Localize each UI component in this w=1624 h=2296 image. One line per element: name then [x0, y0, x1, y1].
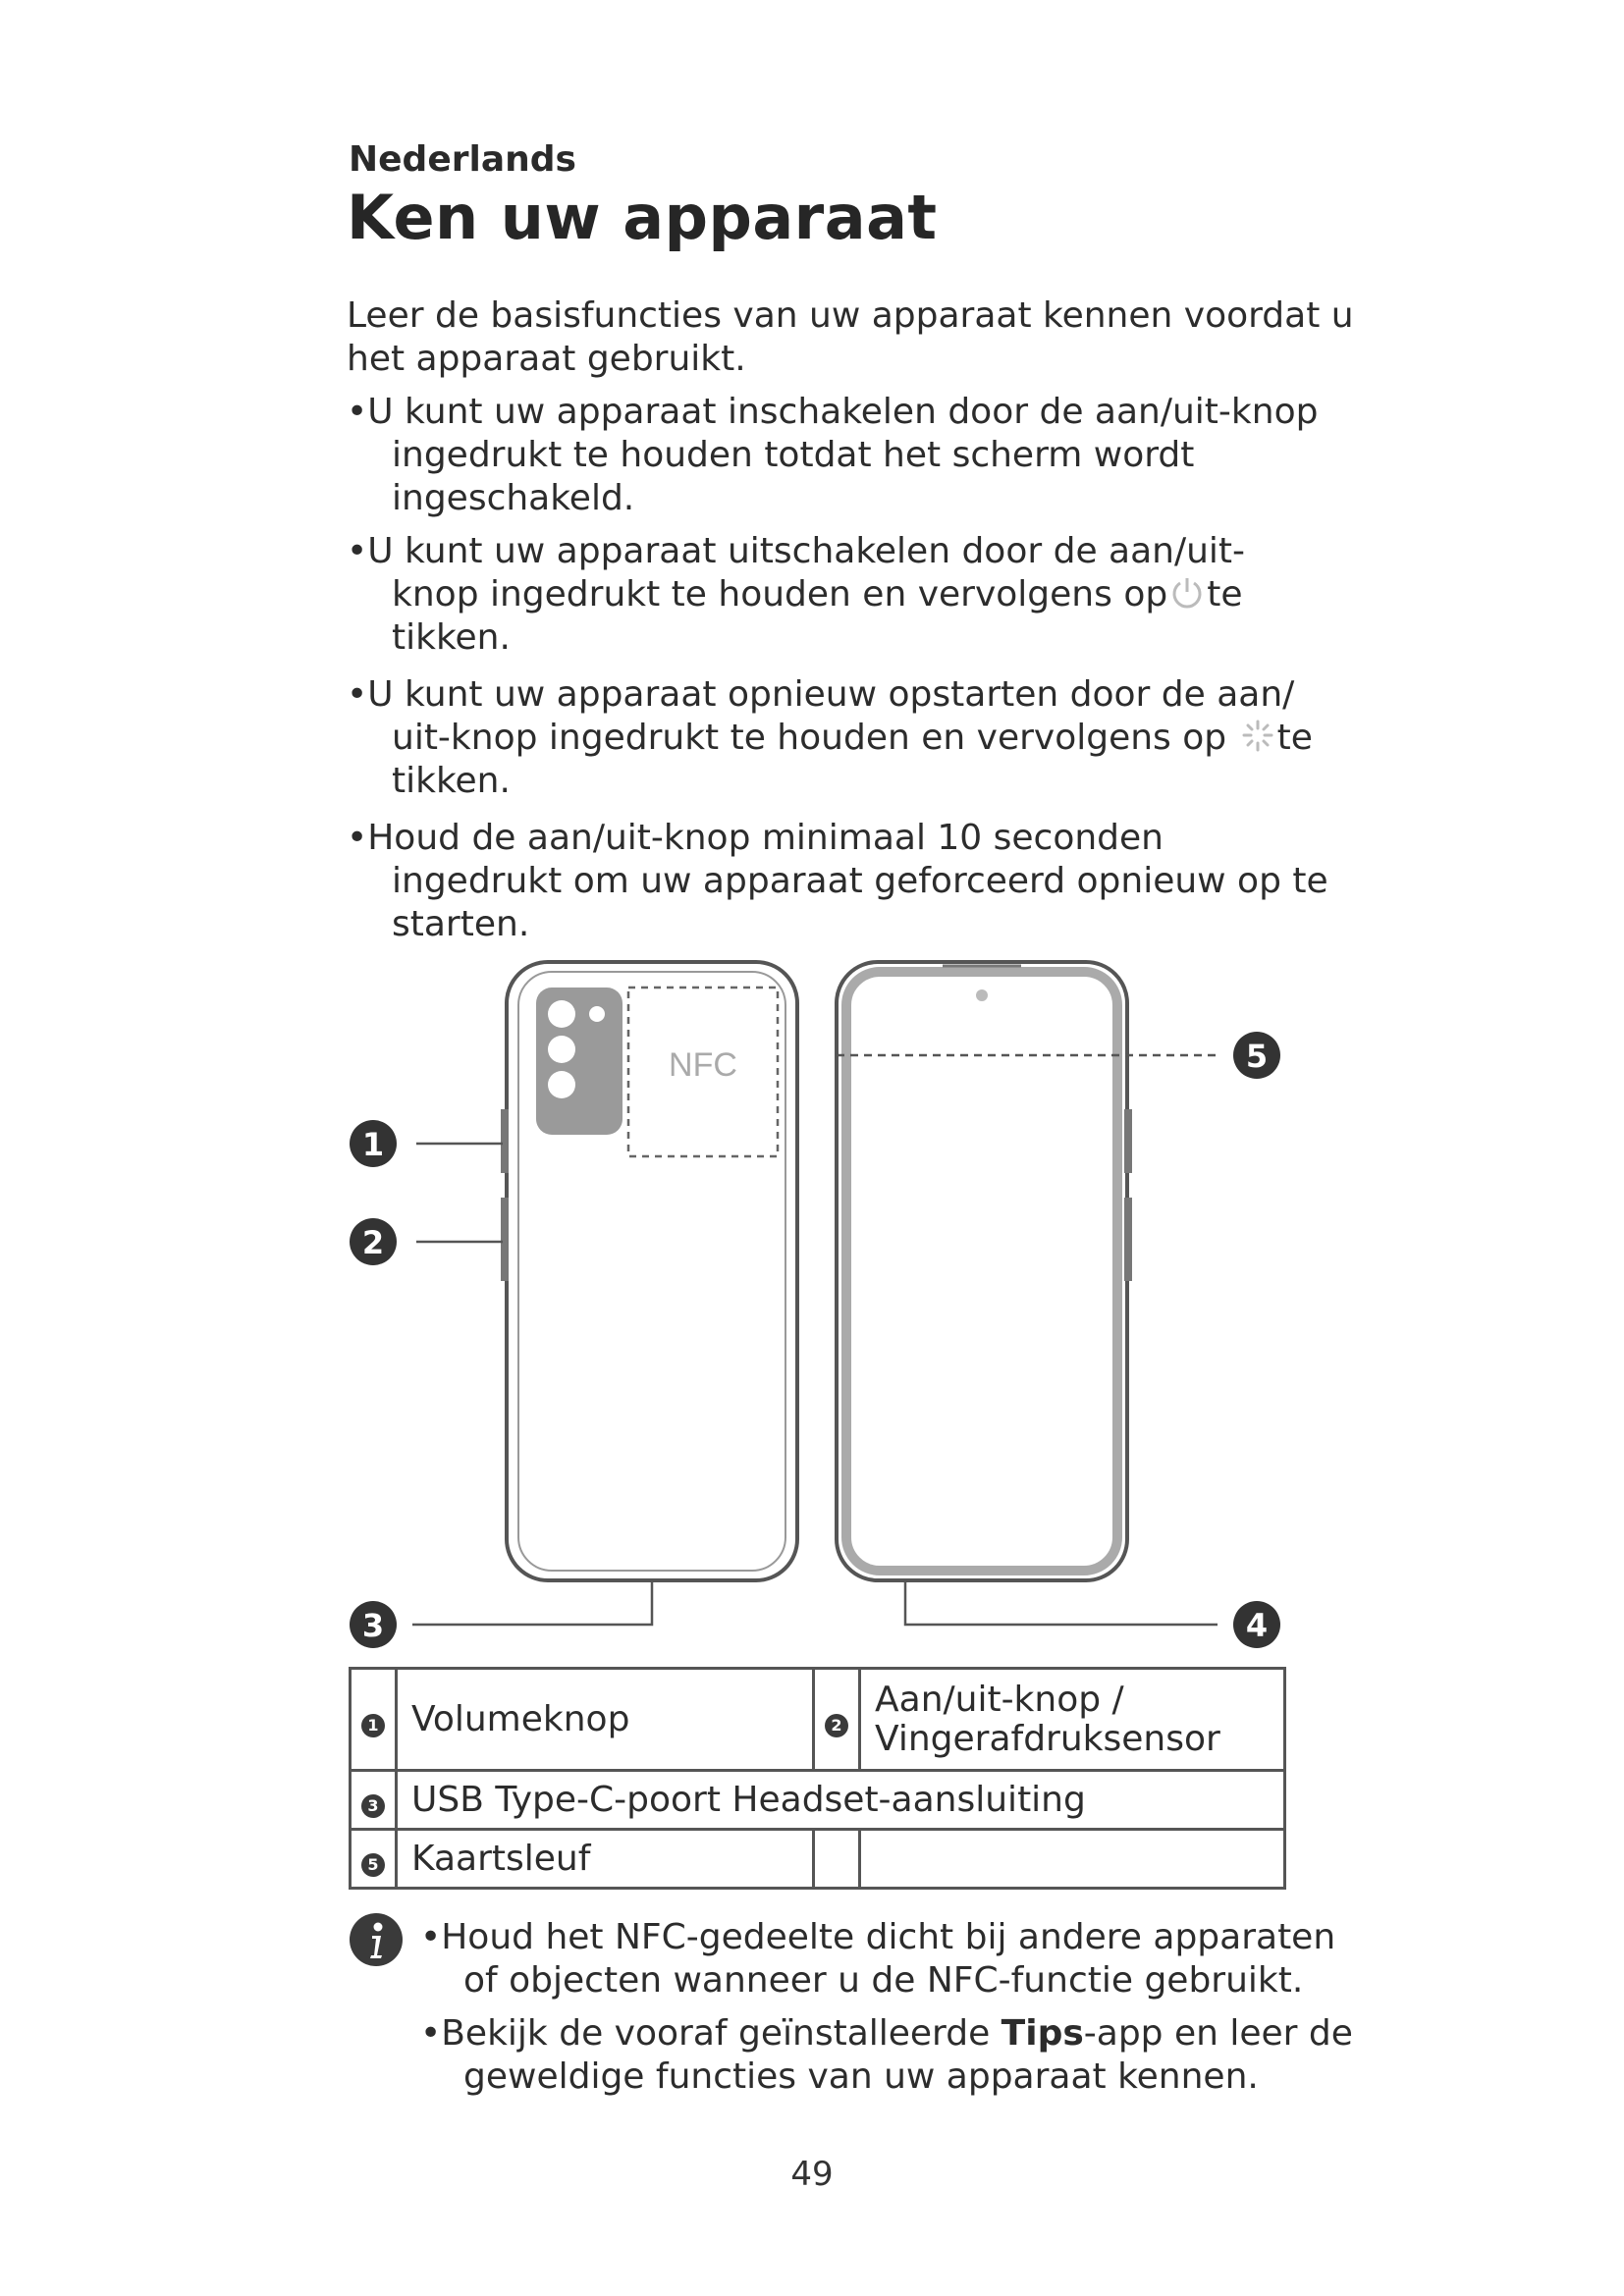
callout-2	[350, 1218, 397, 1265]
bullet-force-restart: •Houd de aan/uit-knop minimaal 10 seconden ingedrukt om uw apparaat geforceerd opnieuw op te starten.	[347, 818, 1328, 944]
table-row	[351, 1669, 1285, 1771]
table-cell: Kaartsleuf	[397, 1830, 814, 1889]
restart-icon	[1238, 718, 1277, 755]
phone-back	[412, 962, 797, 1625]
intro-text: Leer de basisfuncties van uw apparaat kennen voordat u het apparaat gebruikt.	[347, 295, 1354, 379]
info-icon	[349, 1912, 404, 1967]
table-cell: USB Type-C-poort Headset-aansluiting	[397, 1771, 1285, 1830]
table-number: 3	[361, 1794, 385, 1818]
language-label: Nederlands	[349, 139, 576, 180]
svg-text:2: 2	[361, 1224, 385, 1261]
note-nfc: •Houd het NFC-gedeelte dicht bij andere apparaten of objecten wanneer u de NFC-functie gebruikt.	[420, 1917, 1336, 2001]
table-row	[351, 1830, 1285, 1889]
page-title: Ken uw apparaat	[347, 182, 938, 253]
svg-text:1: 1	[361, 1126, 385, 1163]
power-icon	[1167, 574, 1207, 612]
table-number: 5	[361, 1853, 385, 1877]
table-cell: Aan/uit-knop / Vingerafdruksensor	[860, 1669, 1285, 1771]
device-diagram	[334, 942, 1306, 1649]
table-cell: Volumeknop	[397, 1669, 814, 1771]
parts-table	[349, 1667, 1286, 1890]
callout-5	[1233, 1032, 1280, 1079]
table-number: 2	[825, 1714, 848, 1737]
table-row	[351, 1771, 1285, 1830]
table-number: 1	[361, 1714, 385, 1737]
callout-1	[350, 1120, 397, 1167]
bullet-power-on: •U kunt uw apparaat inschakelen door de aan/uit-knop ingedrukt te houden totdat het scherm wordt ingeschakeld.	[347, 392, 1319, 518]
tips-app-name: Tips	[1001, 2013, 1084, 2054]
page-number: 49	[790, 2155, 834, 2194]
note-tips: •Bekijk de vooraf geïnstalleerde Tips-app en leer de geweldige functies van uw apparaat kennen.	[420, 2013, 1353, 2097]
bullet-restart: •U kunt uw apparaat opnieuw opstarten door de aan/ uit-knop ingedrukt te houden en vervolgens op te tikken.	[347, 674, 1313, 801]
callout-3	[350, 1601, 397, 1648]
svg-text:4: 4	[1245, 1607, 1269, 1644]
callout-4	[1233, 1601, 1280, 1648]
nfc-label: NFC	[669, 1046, 737, 1084]
phone-front	[837, 962, 1218, 1625]
bullet-power-off: •U kunt uw apparaat uitschakelen door de aan/uit- knop ingedrukt te houden en vervolgens op te tikken.	[347, 531, 1246, 658]
svg-text:3: 3	[361, 1607, 385, 1644]
svg-text:5: 5	[1245, 1038, 1269, 1075]
